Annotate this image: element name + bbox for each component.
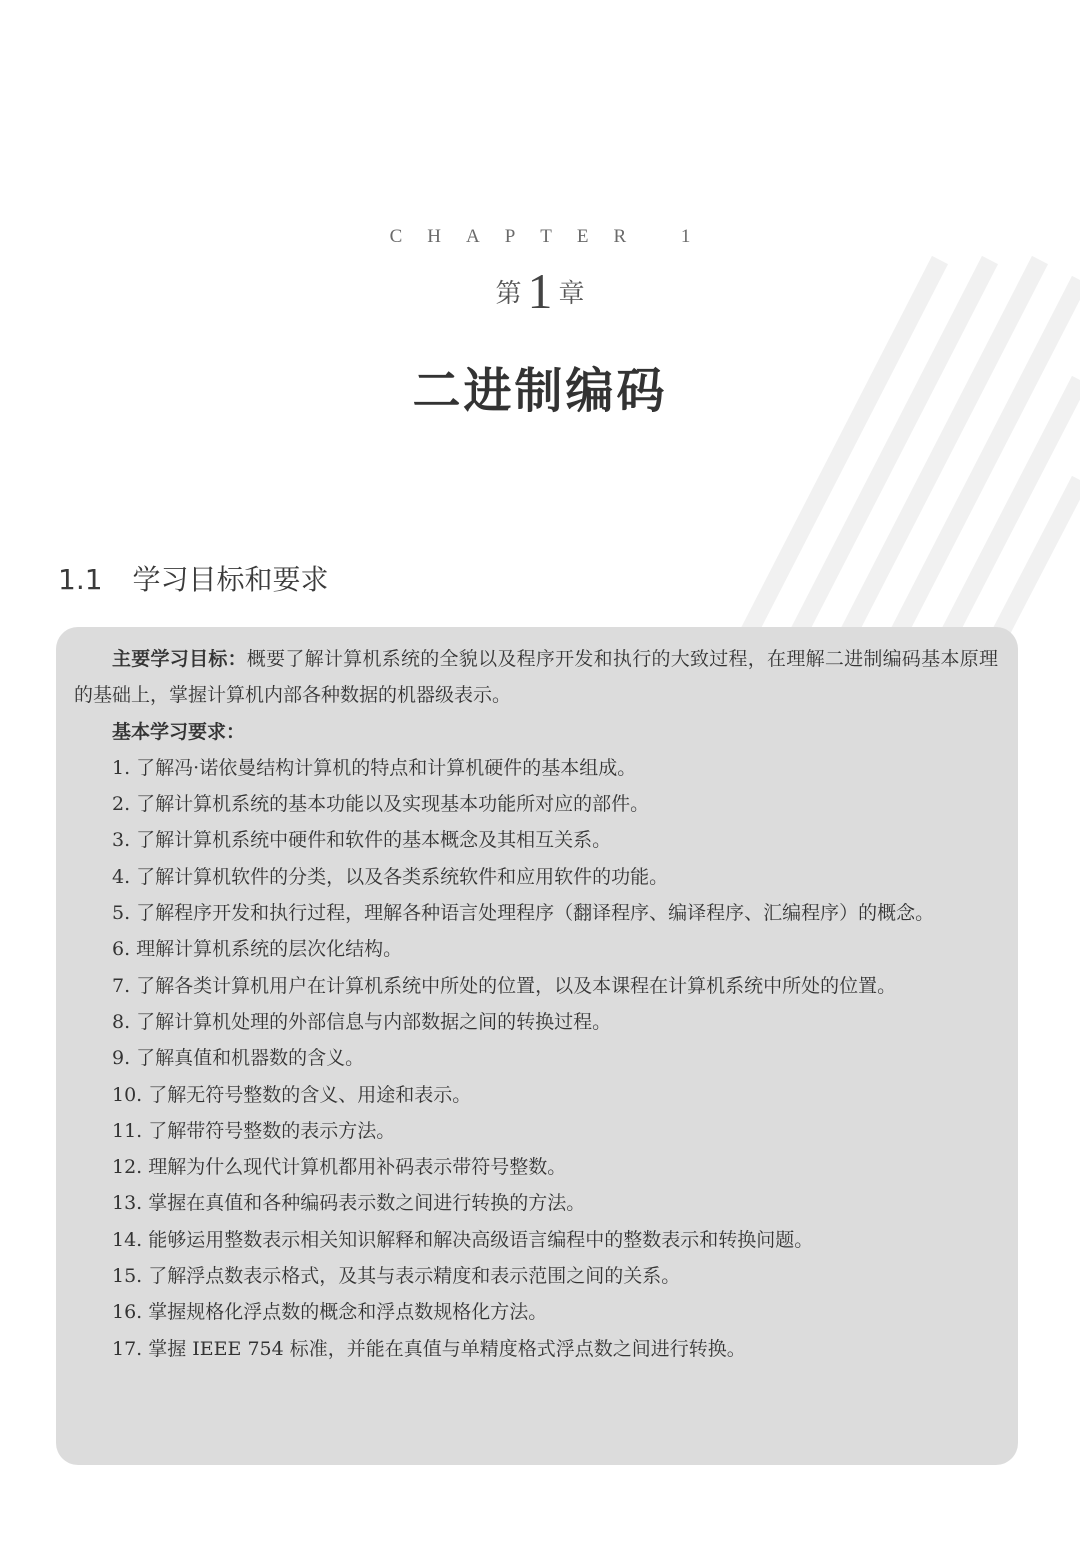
chapter-number-digit: 1 bbox=[527, 263, 553, 319]
requirement-item: 4. 了解计算机软件的分类，以及各类系统软件和应用软件的功能。 bbox=[112, 865, 669, 888]
requirement-item: 7. 了解各类计算机用户在计算机系统中所处的位置，以及本课程在计算机系统中所处的位置。 bbox=[112, 974, 897, 997]
requirement-item: 1. 了解冯·诺依曼结构计算机的特点和计算机硬件的基本组成。 bbox=[112, 756, 637, 779]
requirement-item: 14. 能够运用整数表示相关知识解释和解决高级语言编程中的整数表示和转换问题。 bbox=[112, 1228, 814, 1251]
requirement-item: 8. 了解计算机处理的外部信息与内部数据之间的转换过程。 bbox=[112, 1010, 612, 1033]
chapter-prefix: 第 bbox=[495, 279, 522, 309]
requirement-item: 13. 掌握在真值和各种编码表示数之间进行转换的方法。 bbox=[112, 1192, 586, 1215]
main-objective-label: 主要学习目标： bbox=[112, 648, 247, 670]
main-objective bbox=[74, 641, 998, 714]
chapter-label: CHAPTER 1 bbox=[389, 226, 716, 247]
requirement-item: 6. 理解计算机系统的层次化结构。 bbox=[112, 938, 403, 961]
requirement-item: 12. 理解为什么现代计算机都用补码表示带符号整数。 bbox=[112, 1156, 567, 1179]
requirement-item: 11. 了解带符号整数的表示方法。 bbox=[112, 1119, 396, 1142]
main-objective-text: 概要了解计算机系统的全貌以及程序开发和执行的大致过程，在理解二进制编码基本原理的基础上，掌握计算机内部各种数据的机器级表示。 bbox=[74, 648, 998, 707]
requirement-item: 15. 了解浮点数表示格式，及其与表示精度和表示范围之间的关系。 bbox=[112, 1265, 681, 1288]
objectives-box bbox=[56, 627, 1018, 1465]
requirement-item: 10. 了解无符号整数的含义、用途和表示。 bbox=[112, 1083, 472, 1106]
requirement-item: 16. 掌握规格化浮点数的概念和浮点数规格化方法。 bbox=[112, 1301, 548, 1324]
basic-requirements-heading bbox=[74, 714, 998, 750]
requirement-item: 2. 了解计算机系统的基本功能以及实现基本功能所对应的部件。 bbox=[112, 793, 650, 816]
section-heading bbox=[58, 558, 329, 598]
requirement-item: 9. 了解真值和机器数的含义。 bbox=[112, 1047, 365, 1070]
chapter-suffix: 章 bbox=[558, 279, 585, 309]
chapter-title: 二进制编码 bbox=[412, 363, 668, 419]
section-title: 学习目标和要求 bbox=[132, 563, 329, 596]
section-number: 1.1 bbox=[58, 563, 103, 596]
requirement-item: 17. 掌握 IEEE 754 标准，并能在真值与单精度格式浮点数之间进行转换。 bbox=[112, 1337, 746, 1360]
chapter-number bbox=[0, 262, 1080, 320]
requirement-item: 5. 了解程序开发和执行过程，理解各种语言处理程序（翻译程序、编译程序、汇编程序）的概念。 bbox=[112, 902, 935, 925]
basic-requirements-label: 基本学习要求： bbox=[112, 720, 246, 743]
requirement-item: 3. 了解计算机系统中硬件和软件的基本概念及其相互关系。 bbox=[112, 829, 612, 852]
